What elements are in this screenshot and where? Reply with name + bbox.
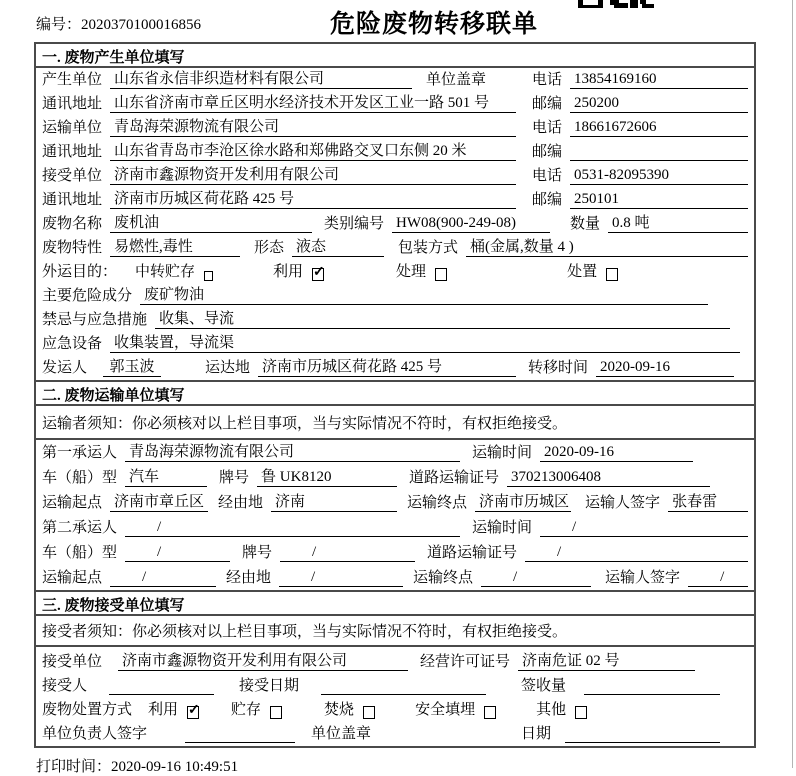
print-time-label: 打印时间： <box>36 759 112 775</box>
section1-header: 一. 废物产生单位填写 <box>36 44 754 68</box>
purpose-use-option <box>273 260 324 281</box>
receive-date-field <box>321 678 486 695</box>
dest1-label: 运输终点 <box>407 495 468 511</box>
disposal-row <box>36 698 754 722</box>
purpose-transfer-label: 中转贮存 <box>135 264 196 280</box>
carrier1-row <box>36 440 754 465</box>
responsible-sign-field <box>185 726 295 743</box>
via2-label: 经由地 <box>226 570 272 586</box>
shipper-label: 发运人 <box>42 360 88 376</box>
time1-field: 2020-09-16 <box>540 444 693 462</box>
doc-number <box>36 13 201 34</box>
receiver-row <box>36 164 754 188</box>
receive-date-label: 接受日期 <box>239 678 300 694</box>
transporter-zip-label: 邮编 <box>532 144 563 160</box>
vehicle1-row <box>36 465 754 490</box>
disposal-landfill-option <box>415 698 496 719</box>
vehicle2-field: / <box>125 544 230 562</box>
vehicle1-label: 车（船）型 <box>42 470 118 486</box>
plate1-label: 牌号 <box>219 470 250 486</box>
form-field: 液态 <box>292 235 384 257</box>
disposal-label: 废物处置方式 <box>42 702 133 718</box>
origin2-label: 运输起点 <box>42 570 103 586</box>
purpose-use-label: 利用 <box>273 264 304 280</box>
transporter-zip-field <box>570 144 748 161</box>
time2-field: / <box>540 519 748 537</box>
qr-code-fragment-icon <box>578 0 654 8</box>
equip-field: 收集装置，导流渠 <box>110 331 740 353</box>
plate2-field: / <box>280 544 415 562</box>
signature-row <box>36 722 754 746</box>
manifest-form <box>34 42 756 748</box>
plate2-label: 牌号 <box>242 545 273 561</box>
producer-addr-field: 山东省济南市章丘区明水经济技术开发区工业一路 501 号 <box>110 91 516 113</box>
sign2-label: 运输人签字 <box>605 570 681 586</box>
receive-unit-row <box>36 647 754 674</box>
receiver-name-field: 济南市鑫源物资开发利用有限公司 <box>110 163 516 185</box>
unit-seal-label: 单位盖章 <box>311 726 372 742</box>
shipper-row <box>36 356 754 380</box>
taboo-row <box>36 308 754 332</box>
purpose-treat-label: 处理 <box>396 264 427 280</box>
transporter-label: 运输单位 <box>42 120 103 136</box>
dest2-label: 运输终点 <box>413 570 474 586</box>
sign2-field: / <box>688 569 748 587</box>
category-label: 类别编号 <box>324 216 385 232</box>
recipient-row <box>36 674 754 698</box>
doc-number-label: 编号： <box>36 17 82 33</box>
disposal-burn-checkbox <box>363 706 375 719</box>
purpose-use-checkbox <box>312 268 324 281</box>
producer-zip-field: 250200 <box>570 95 748 113</box>
sign1-field: 张春雷 <box>668 490 748 512</box>
disposal-use-checkbox <box>187 706 199 719</box>
producer-address-row <box>36 92 754 116</box>
origin1-field: 济南市章丘区 <box>110 490 208 512</box>
section-transport <box>36 380 754 590</box>
transfer-time-field: 2020-09-16 <box>596 359 734 377</box>
dest-field: 济南市历城区荷花路 425 号 <box>258 355 516 377</box>
receiver-label: 接受单位 <box>42 168 103 184</box>
license-label: 经营许可证号 <box>420 654 511 670</box>
waste-character-row <box>36 236 754 260</box>
disposal-other-checkbox <box>575 706 587 719</box>
recipient-label: 接受人 <box>42 678 88 694</box>
vehicle2-label: 车（船）型 <box>42 545 118 561</box>
disposal-use-label: 利用 <box>148 702 179 718</box>
origin1-label: 运输起点 <box>42 495 103 511</box>
print-time <box>36 755 796 776</box>
dest2-field: / <box>481 569 591 587</box>
road-cert1-field: 370213006408 <box>507 469 710 487</box>
seal-date-label: 日期 <box>521 726 552 742</box>
transporter-name-field: 青岛海荣源物流有限公司 <box>110 115 516 137</box>
shipper-field: 郭玉波 <box>103 355 161 377</box>
route1-row <box>36 490 754 515</box>
via1-field: 济南 <box>271 490 397 512</box>
disposal-burn-label: 焚烧 <box>324 702 355 718</box>
plate1-field: 鲁 UK8120 <box>257 465 397 487</box>
receive-unit-label: 接受单位 <box>42 654 103 670</box>
waste-name-label: 废物名称 <box>42 216 103 232</box>
producer-seal-label: 单位盖章 <box>426 72 487 88</box>
disposal-store-option <box>231 698 282 719</box>
disposal-burn-option <box>324 698 375 719</box>
time1-label: 运输时间 <box>472 445 533 461</box>
carrier1-label: 第一承运人 <box>42 445 118 461</box>
license-field: 济南危证 02 号 <box>518 649 695 671</box>
receiver-phone-field: 0531-82095390 <box>570 167 748 185</box>
amount-field <box>584 678 720 695</box>
carrier2-row <box>36 515 754 540</box>
quantity-field: 0.8 吨 <box>608 211 748 233</box>
receiver-zip-label: 邮编 <box>532 192 563 208</box>
time2-label: 运输时间 <box>472 520 533 536</box>
receiver-zip-field: 250101 <box>570 191 748 209</box>
disposal-other-label: 其他 <box>536 702 567 718</box>
origin2-field: / <box>110 569 216 587</box>
carrier2-label: 第二承运人 <box>42 520 118 536</box>
amount-label: 签收量 <box>521 678 567 694</box>
receive-unit-field: 济南市鑫源物资开发利用有限公司 <box>118 649 408 671</box>
purpose-transfer-option <box>135 260 213 281</box>
transport-notice: 运输者须知：你必须核对以上栏目事项，当与实际情况不符时，有权拒绝接受。 <box>36 406 754 440</box>
disposal-store-checkbox <box>270 706 282 719</box>
page-edge-line <box>792 0 793 768</box>
seal-date-field <box>565 726 720 743</box>
carrier2-field: / <box>125 519 460 537</box>
disposal-landfill-checkbox <box>484 706 496 719</box>
producer-name-field: 山东省永信非织造材料有限公司 <box>110 67 412 89</box>
character-field: 易燃性,毒性 <box>110 235 240 257</box>
producer-label: 产生单位 <box>42 72 103 88</box>
vehicle2-row <box>36 540 754 565</box>
road-cert2-label: 道路运输证号 <box>427 545 518 561</box>
transporter-address-row <box>36 140 754 164</box>
section2-header: 二. 废物运输单位填写 <box>36 382 754 406</box>
transporter-addr-field: 山东省青岛市李沧区徐水路和郑佛路交叉口东侧 20 米 <box>110 139 516 161</box>
receiver-phone-label: 电话 <box>532 168 563 184</box>
equip-label: 应急设备 <box>42 336 103 352</box>
doc-number-value: 2020370100016856 <box>81 17 202 33</box>
section-producer <box>36 44 754 380</box>
purpose-dispose-checkbox <box>606 268 618 281</box>
purpose-transfer-checkbox <box>204 271 213 281</box>
disposal-store-label: 贮存 <box>231 702 262 718</box>
transporter-addr-label: 通讯地址 <box>42 144 103 160</box>
page-title: 危险废物转移联单 <box>330 11 539 38</box>
purpose-row <box>36 260 754 284</box>
transporter-phone-field: 18661672606 <box>570 119 748 137</box>
packing-label: 包装方式 <box>398 240 459 256</box>
producer-row <box>36 68 754 92</box>
via2-field: / <box>279 569 403 587</box>
packing-field: 桶(金属,数量 4 ) <box>466 235 748 257</box>
category-field: HW08(900-249-08) <box>392 215 550 233</box>
form-label: 形态 <box>254 240 285 256</box>
section3-header: 三. 废物接受单位填写 <box>36 592 754 616</box>
hazard-field: 废矿物油 <box>140 283 708 305</box>
producer-zip-label: 邮编 <box>532 96 563 112</box>
road-cert1-label: 道路运输证号 <box>409 470 500 486</box>
responsible-sign-label: 单位负责人签字 <box>42 726 148 742</box>
via1-label: 经由地 <box>218 495 264 511</box>
transfer-time-label: 转移时间 <box>528 360 589 376</box>
purpose-label: 外运目的： <box>42 264 118 280</box>
hazard-label: 主要危险成分 <box>42 288 133 304</box>
quantity-label: 数量 <box>570 216 601 232</box>
vehicle1-field: 汽车 <box>125 465 207 487</box>
transporter-phone-label: 电话 <box>532 120 563 136</box>
disposal-other-option <box>536 698 587 719</box>
equip-row <box>36 332 754 356</box>
waste-name-row <box>36 212 754 236</box>
purpose-treat-option <box>396 260 447 281</box>
sign1-label: 运输人签字 <box>585 495 661 511</box>
hazard-row <box>36 284 754 308</box>
receiver-addr-label: 通讯地址 <box>42 192 103 208</box>
purpose-treat-checkbox <box>435 268 447 281</box>
route2-row <box>36 565 754 590</box>
taboo-label: 禁忌与应急措施 <box>42 312 148 328</box>
road-cert2-field: / <box>525 544 748 562</box>
producer-addr-label: 通讯地址 <box>42 96 103 112</box>
disposal-landfill-label: 安全填埋 <box>415 702 476 718</box>
dest-label: 运达地 <box>205 360 251 376</box>
producer-phone-field: 13854169160 <box>570 71 748 89</box>
purpose-dispose-option <box>567 260 618 281</box>
receive-notice: 接受者须知：你必须核对以上栏目事项，当与实际情况不符时，有权拒绝接受。 <box>36 616 754 647</box>
disposal-use-option <box>148 698 199 719</box>
waste-name-field: 废机油 <box>110 211 312 233</box>
taboo-field: 收集、导流 <box>155 307 730 329</box>
dest1-field: 济南市历城区 <box>475 490 571 512</box>
receiver-addr-field: 济南市历城区荷花路 425 号 <box>110 187 516 209</box>
print-time-value: 2020-09-16 10:49:51 <box>111 759 239 775</box>
carrier1-field: 青岛海荣源物流有限公司 <box>125 440 460 462</box>
purpose-dispose-label: 处置 <box>567 264 598 280</box>
document-header <box>0 0 796 42</box>
producer-phone-label: 电话 <box>532 72 563 88</box>
character-label: 废物特性 <box>42 240 103 256</box>
recipient-field <box>109 678 214 695</box>
section-receive <box>36 590 754 746</box>
transporter-row <box>36 116 754 140</box>
receiver-address-row <box>36 188 754 212</box>
